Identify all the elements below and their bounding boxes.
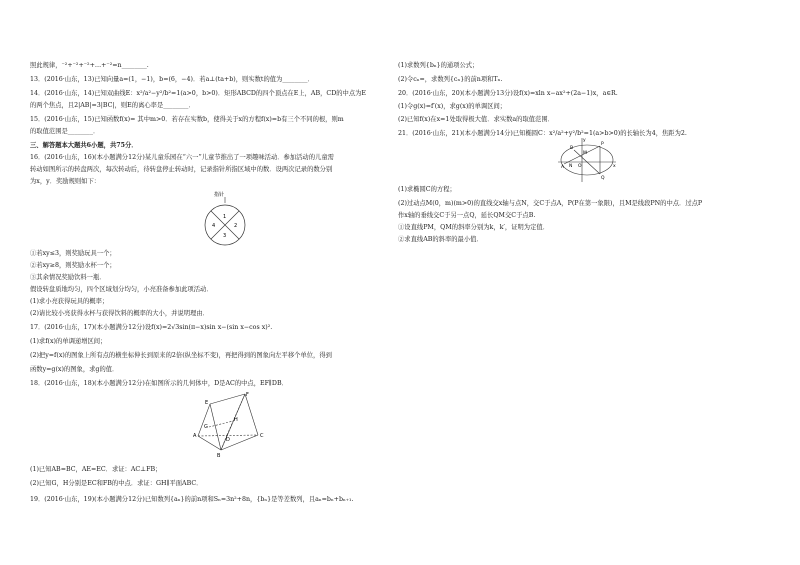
section-heading: 三、解答题本大题共6小题，共75分． <box>30 142 138 149</box>
point-label: B <box>570 146 574 151</box>
subquestion: (2)把y=f(x)的图象上所有点的横坐标伸长到原来的2倍(纵坐标不变)，再把得到的图象向左平移个单位，得到 <box>30 352 332 359</box>
question-16: 16．(2016·山东，16)(本小题满分12分)某儿童乐园在“六一”儿童节推出了一项趣味活动．参加活动的儿童需 <box>30 154 334 161</box>
text-line: 的取值范围是________． <box>30 128 100 135</box>
vertex-label: G <box>204 424 208 430</box>
question-21: 21．(2016·山东，21)(本小题满分14分)已知椭圆C：x²/a²+y²/b²=1(a>b>0)的长轴长为4，焦距为2. <box>398 130 687 137</box>
subquestion: (1)已知AB=BC，AE=EC．求证：AC⊥FB； <box>30 466 162 473</box>
spinner-number: 3 <box>223 233 227 239</box>
spinner-number: 1 <box>223 214 227 220</box>
axis-label: x <box>613 164 616 169</box>
subquestion: ②求直线AB的斜率的最小值． <box>398 236 483 243</box>
subquestion: ①设直线PM，QM的斜率分别为k，k′，证明为定值． <box>398 224 549 231</box>
question-20: 20．(2016·山东，20)(本小题满分13分)设f(x)=xln x−ax²+(2a−1)x，a∈R. <box>398 90 618 97</box>
text-line: 转动如图所示的转盘两次，每次转动后，待转盘停止转动时，记录指针所指区域中的数．设两次记录的数分别 <box>30 166 333 173</box>
subquestion: (1)求f(x)的单调递增区间； <box>30 338 107 345</box>
text-line: 照此规律，⁻²+⁻²+⁻²+…+⁻²=n________. <box>30 62 149 69</box>
spinner-number: 4 <box>212 223 216 229</box>
question-19: 19．(2016·山东，19)(本小题满分12分)已知数列{aₙ}的前n项和Sₙ=3n²+8n，{bₙ}是等差数列，且aₙ=bₙ+bₙ₊₁. <box>30 496 354 503</box>
subquestion: (1)求数列{bₙ}的通项公式； <box>398 62 479 69</box>
subquestion: (2)请比较小亮获得水杯与获得饮料的概率的大小，并说明理由． <box>30 310 209 317</box>
question-18: 18．(2016·山东，18)(本小题满分12分)在如图所示的几何体中，D是AC的中点，EF∥DB． <box>30 380 288 387</box>
solid-figure <box>185 390 275 460</box>
point-label: Q <box>601 176 605 181</box>
ellipse-figure <box>556 136 618 184</box>
rule-1: ①若xy≤3，则奖励玩具一个； <box>30 250 116 257</box>
question-13: 13．(2016·山东，13)已知向量a=(1，−1)，b=(6，−4)．若a⊥(ta+b)，则实数t的值为________． <box>30 76 314 83</box>
point-label: M <box>583 151 587 156</box>
spinner-figure <box>190 188 260 250</box>
point-label: N <box>569 164 573 169</box>
vertex-label: A <box>193 433 197 439</box>
spinner-number: 2 <box>234 223 238 229</box>
subquestion: (2)过动点M(0，m)(m>0)的直线交x轴与点N，交C于点A，P(P在第一象限)，且M是线段PN的中点．过点P <box>398 200 703 207</box>
vertex-label: E <box>205 400 209 406</box>
text-line: 作x轴的垂线交C于另一点Q，延长QM交C于点B. <box>398 212 536 219</box>
text-line: 函数y=g(x)的图象，求g的值． <box>30 366 119 373</box>
question-15: 15．(2016·山东，15)已知函数f(x)= 其中m>0．若存在实数b，使得关于x的方程f(x)=b有三个不同的根，则m <box>30 116 344 123</box>
subquestion: (2)已知G，H分别是EC和FB的中点．求证：GH∥平面ABC． <box>30 480 203 487</box>
vertex-label: F <box>246 392 249 398</box>
point-label: A <box>561 165 565 170</box>
subquestion: (2)令cₙ=，求数列{cₙ}的前n项和Tₙ. <box>398 76 503 83</box>
point-label: P <box>601 142 604 147</box>
point-label: O <box>578 164 582 169</box>
vertex-label: H <box>234 417 238 423</box>
question-17: 17．(2016·山东，17)(本小题满分12分)设f(x)=2√3sin(π−x)sin x−(sin x−cos x)². <box>30 324 273 331</box>
subquestion: (1)求椭圆C的方程； <box>398 186 456 193</box>
vertex-label: C <box>260 433 264 439</box>
subquestion: (1)求小亮获得玩具的概率； <box>30 298 109 305</box>
text-line: 假设转盘质地均匀，四个区域划分均匀，小亮准备参加此项活动． <box>30 286 213 293</box>
question-14: 14．(2016·山东，14)已知双曲线E：x²/a²−y²/b²=1(a>0，b>0)．矩形ABCD的四个顶点在E上，AB，CD的中点为E <box>30 90 367 97</box>
subquestion: (2)已知f(x)在x=1处取得极大值．求实数a的取值范围． <box>398 116 554 123</box>
rule-3: ③其余情况奖励饮料一瓶． <box>30 274 106 281</box>
rule-2: ②若xy≥8，则奖励水杯一个； <box>30 262 116 269</box>
subquestion: (1)令g(x)=f′(x)，求g(x)的单调区间； <box>398 103 507 110</box>
text-line: 为x，y．奖励规则如下： <box>30 178 101 185</box>
vertex-label: D <box>226 437 230 443</box>
axis-label: y <box>583 138 586 143</box>
vertex-label: B <box>217 453 221 459</box>
pointer-label: 指针 <box>214 192 225 198</box>
text-line: 的两个焦点，且2|AB|=3|BC|，则E的离心率是________． <box>30 102 195 109</box>
